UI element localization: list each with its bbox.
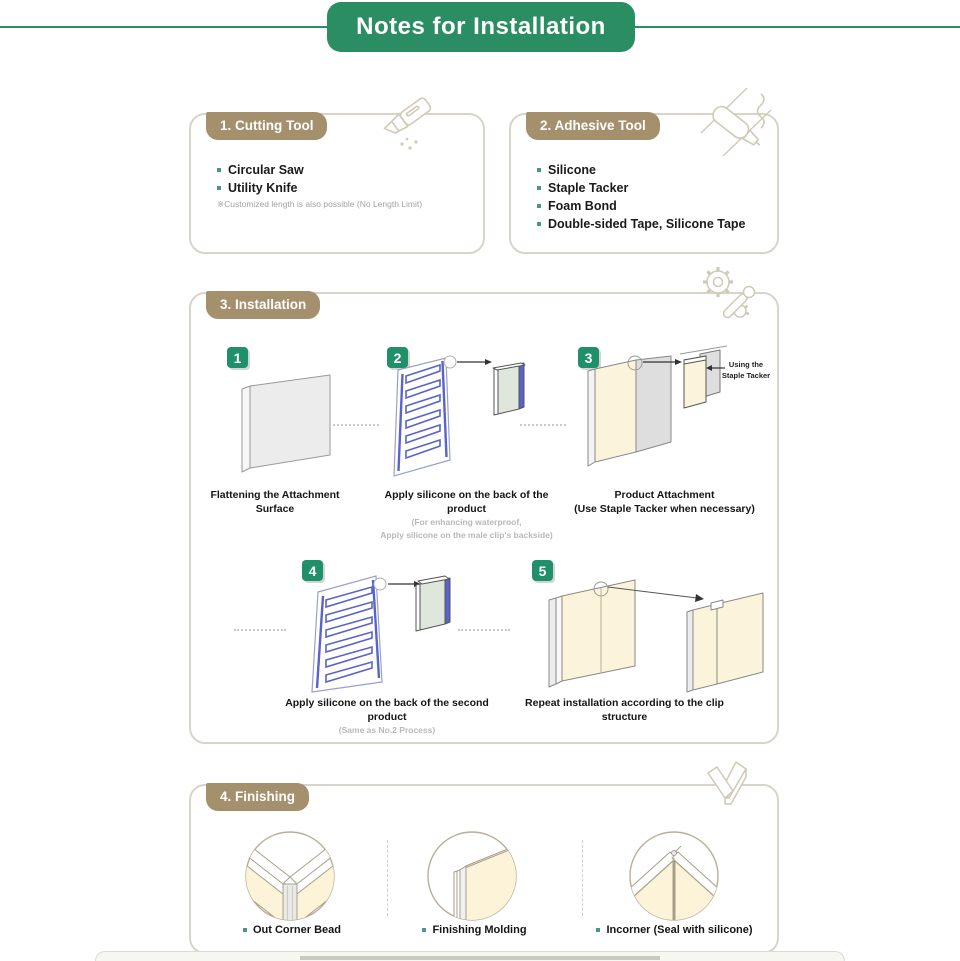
step5-repeat-install-illustration bbox=[537, 568, 769, 696]
dotted-separator bbox=[458, 629, 510, 631]
cutting-tool-list bbox=[217, 161, 304, 197]
list-item-label: Staple Tacker bbox=[548, 181, 629, 195]
list-item bbox=[217, 161, 304, 179]
list-item-label: Utility Knife bbox=[228, 181, 298, 195]
step1-flat-panel-illustration bbox=[228, 370, 340, 474]
list-item-label: Circular Saw bbox=[228, 163, 304, 177]
dotted-separator bbox=[520, 424, 566, 426]
incorner-caption bbox=[587, 924, 762, 936]
finishing-molding-caption bbox=[412, 924, 537, 936]
bullet-dot bbox=[537, 186, 541, 190]
step3-annotation bbox=[720, 359, 772, 382]
step1-caption bbox=[194, 488, 356, 516]
bullet-dot bbox=[537, 222, 541, 226]
section-adhesive-tool bbox=[509, 113, 779, 254]
dashed-separator bbox=[582, 840, 583, 916]
step-caption-text: Apply silicone on the back of the second product bbox=[285, 697, 489, 724]
figure-caption-text: Out Corner Bead bbox=[252, 924, 341, 936]
step3-annotation-line1: Using the bbox=[728, 360, 764, 369]
step4-silicone-panel-illustration bbox=[304, 570, 464, 698]
out-corner-bead-figure bbox=[242, 828, 338, 924]
step4-caption bbox=[277, 696, 497, 737]
section-installation bbox=[189, 292, 779, 744]
utility-knife-icon bbox=[372, 90, 447, 160]
list-item-label: Foam Bond bbox=[548, 199, 617, 213]
list-item-label: Silicone bbox=[548, 163, 596, 177]
adhesive-tool-list bbox=[537, 161, 746, 233]
section-installation-label: 3. Installation bbox=[206, 291, 320, 319]
step-number-badge: 2 bbox=[387, 347, 408, 368]
caulk-gun-icon bbox=[695, 86, 777, 158]
bullet-dot bbox=[422, 928, 426, 932]
corner-trim-icon bbox=[702, 760, 757, 810]
page-title: Notes for Installation bbox=[327, 2, 635, 52]
out-corner-bead-caption bbox=[232, 924, 352, 936]
figure-caption-text: Finishing Molding bbox=[432, 924, 527, 936]
step-caption-text: Flattening the Attachment Surface bbox=[210, 489, 340, 516]
step3-product-attachment-illustration bbox=[578, 338, 728, 488]
step-caption-text: Repeat installation according to the clip structure bbox=[525, 697, 724, 724]
incorner-figure bbox=[626, 828, 722, 924]
step-caption-text: Product Attachment bbox=[614, 489, 715, 501]
list-item bbox=[537, 179, 746, 197]
step-number-badge: 4 bbox=[302, 560, 323, 581]
step-number-badge: 3 bbox=[578, 347, 599, 368]
dotted-separator bbox=[333, 424, 379, 426]
list-item bbox=[537, 161, 746, 179]
finishing-molding-figure bbox=[424, 828, 520, 924]
gear-wrench-icon bbox=[696, 265, 758, 325]
list-item bbox=[537, 197, 746, 215]
step-caption-text: (Use Staple Tacker when necessary) bbox=[574, 503, 755, 516]
footer-bar bbox=[300, 956, 660, 960]
step-subcaption-text: Apply silicone on the male clip's backside) bbox=[380, 529, 553, 540]
step3-caption bbox=[562, 488, 767, 516]
bullet-dot bbox=[537, 204, 541, 208]
bullet-dot bbox=[217, 186, 221, 190]
section-finishing-label: 4. Finishing bbox=[206, 783, 309, 811]
step-subcaption-text: (Same as No.2 Process) bbox=[338, 725, 436, 736]
step-subcaption-text: (For enhancing waterproof, bbox=[411, 517, 522, 528]
step2-silicone-panel-illustration bbox=[382, 350, 532, 485]
step-caption-text: Apply silicone on the back of the product bbox=[384, 489, 549, 516]
step3-annotation-line2: Staple Tacker bbox=[721, 371, 771, 381]
step-number-badge: 5 bbox=[532, 560, 553, 581]
section-cutting-tool-label: 1. Cutting Tool bbox=[206, 112, 327, 140]
section-finishing bbox=[189, 784, 779, 954]
dotted-separator bbox=[234, 629, 286, 631]
section-adhesive-tool-label: 2. Adhesive Tool bbox=[526, 112, 660, 140]
bullet-dot bbox=[537, 168, 541, 172]
list-item bbox=[537, 215, 746, 233]
step5-caption bbox=[507, 696, 742, 724]
step2-caption bbox=[364, 488, 569, 541]
bullet-dot bbox=[596, 928, 600, 932]
bullet-dot bbox=[217, 168, 221, 172]
dashed-separator bbox=[387, 840, 388, 916]
bullet-dot bbox=[243, 928, 247, 932]
list-item-label: Double-sided Tape, Silicone Tape bbox=[548, 217, 746, 231]
section-cutting-tool bbox=[189, 113, 485, 254]
cutting-tool-note: ※Customized length is also possible (No Length Limit) bbox=[217, 199, 423, 209]
figure-caption-text: Incorner (Seal with silicone) bbox=[606, 924, 753, 936]
list-item bbox=[217, 179, 304, 197]
step-number-badge: 1 bbox=[227, 347, 248, 368]
